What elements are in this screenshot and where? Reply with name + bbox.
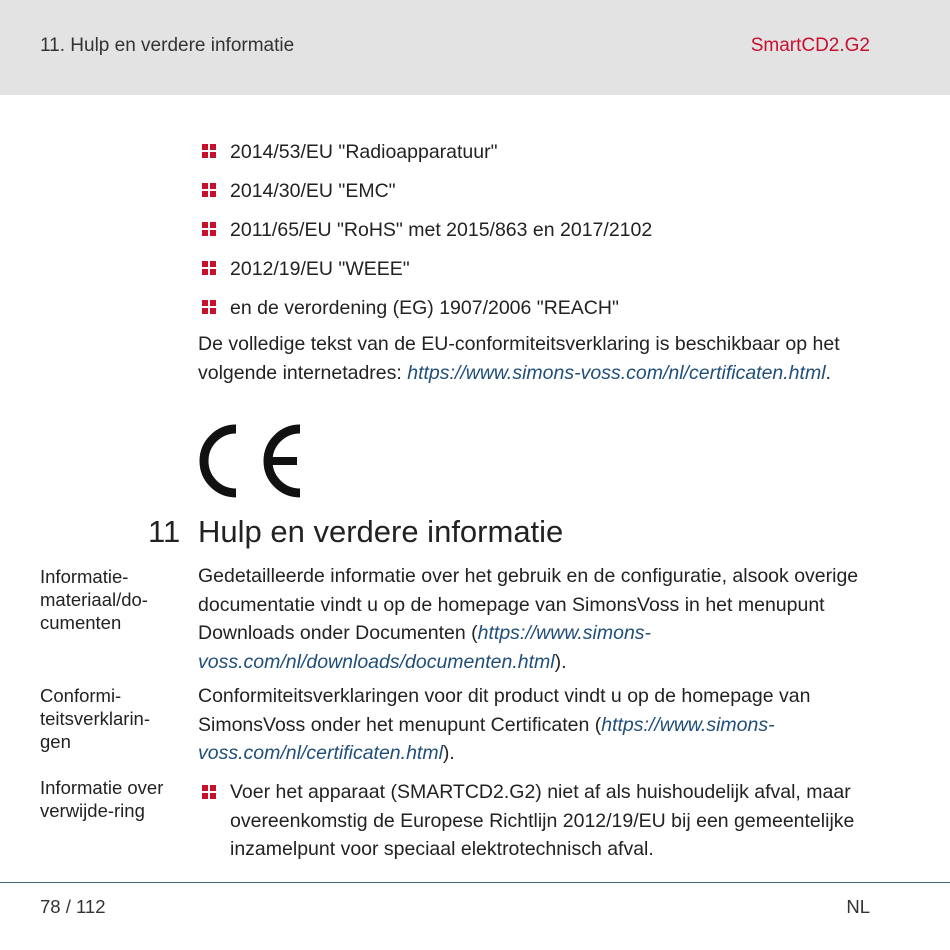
bullet-icon <box>202 183 217 198</box>
info-material-label: Informatie-materiaal/do-cumenten <box>40 566 148 633</box>
list-item <box>200 294 880 322</box>
list-item <box>200 778 880 864</box>
bullet-icon <box>202 300 217 315</box>
documents-link[interactable]: https://www.simons-voss.com/nl/downloads/documenten.html <box>198 622 652 673</box>
section-number: 11 <box>148 514 181 549</box>
declarations-paragraph: Conformiteitsverklaringen voor dit product vindt u op de homepage van SimonsVoss onder het menupunt Certificaten (https://www.simons-voss.com/nl/certificaten.html). <box>198 685 811 764</box>
list-item <box>200 177 880 205</box>
bullet-icon <box>202 261 217 276</box>
page-header <box>0 0 950 95</box>
list-item <box>200 216 880 244</box>
ce-mark-icon <box>196 420 308 502</box>
list-item-text: 2014/53/EU "Radioapparatuur" <box>230 141 498 163</box>
list-item-text: Voer het apparaat (SMARTCD2.G2) niet af als huishoudelijk afval, maar overeenkomstig de Europese Richtlijn 2012/19/EU bij een gemeentelijke inzamelpunt voor speciaal elektrotechnisch afval. <box>230 781 855 860</box>
list-item-text: 2014/30/EU "EMC" <box>230 180 396 202</box>
declarations-label: Conformi-teitsverklarin-gen <box>40 685 150 752</box>
footer-divider <box>0 882 950 883</box>
product-name: SmartCD2.G2 <box>750 35 870 56</box>
conformity-paragraph: De volledige tekst van de EU-conformiteitsverklaring is beschikbaar op het volgende internetadres: https://www.simons-voss.com/nl/certificaten.html. <box>198 333 840 384</box>
list-item-text: 2011/65/EU "RoHS" met 2015/863 en 2017/2102 <box>230 219 653 241</box>
info-material-paragraph: Gedetailleerde informatie over het gebruik en de configuratie, alsook overige documentatie vindt u op de homepage van SimonsVoss in het menupunt Downloads onder Documenten (https://www.simons-voss.com/nl/downloads/documenten.html). <box>198 565 859 673</box>
language-code: NL <box>846 896 870 917</box>
list-item-text: en de verordening (EG) 1907/2006 "REACH" <box>230 297 619 319</box>
declarations-link[interactable]: https://www.simons-voss.com/nl/certificaten.html <box>198 713 775 764</box>
bullet-icon <box>202 785 217 800</box>
list-item-text: 2012/19/EU "WEEE" <box>230 258 410 280</box>
bullet-icon <box>202 144 217 159</box>
disposal-list <box>200 778 880 875</box>
certificates-link[interactable]: https://www.simons-voss.com/nl/certificaten.html <box>407 361 826 384</box>
chapter-title: 11. Hulp en verdere informatie <box>40 35 295 56</box>
bullet-icon <box>202 222 217 237</box>
directive-list <box>200 138 880 333</box>
list-item <box>200 255 880 283</box>
list-item <box>200 138 880 166</box>
disposal-label: Informatie over verwijde-ring <box>40 777 164 821</box>
conformity-text: De volledige tekst van de EU-conformiteitsverklaring is beschikbaar op het volgende internetadres: <box>198 333 840 384</box>
section-title: Hulp en verdere informatie <box>198 514 564 549</box>
page-number: 78 / 112 <box>40 896 106 917</box>
